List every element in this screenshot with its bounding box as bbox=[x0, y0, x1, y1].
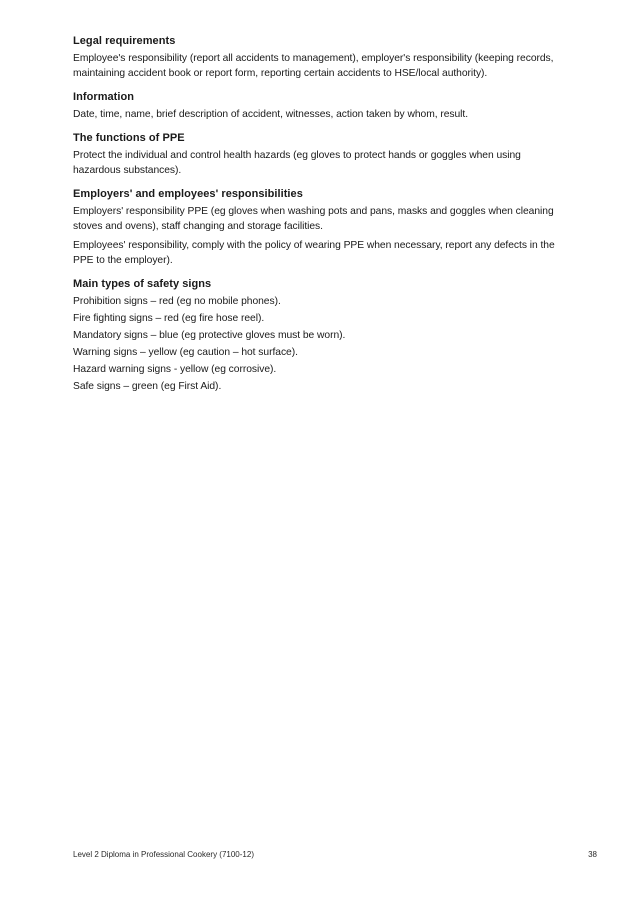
section-heading: Legal requirements bbox=[73, 35, 176, 47]
page-footer bbox=[73, 849, 597, 860]
section-paragraph: Protect the individual and control health hazards (eg gloves to protect hands or goggles when using hazardous substances). bbox=[73, 150, 521, 176]
section-safety-signs bbox=[73, 277, 563, 394]
section-heading: Information bbox=[73, 91, 135, 103]
safety-sign-item: Safe signs – green (eg First Aid). bbox=[73, 381, 222, 392]
section-paragraph: Employee's responsibility (report all accidents to management), employer's responsibility (keeping records, maintaining accident book or report form, reporting certain accidents to HSE/local authority). bbox=[73, 53, 554, 79]
safety-sign-item: Prohibition signs – red (eg no mobile phones). bbox=[73, 296, 281, 307]
section-paragraph: Date, time, name, brief description of accident, witnesses, action taken by whom, result. bbox=[73, 109, 469, 120]
safety-sign-item: Hazard warning signs - yellow (eg corrosive). bbox=[73, 364, 277, 375]
section-heading: Main types of safety signs bbox=[73, 278, 212, 290]
safety-sign-item: Mandatory signs – blue (eg protective gloves must be worn). bbox=[73, 330, 346, 341]
section-responsibilities bbox=[73, 187, 563, 268]
page-number: 38 bbox=[588, 850, 597, 859]
section-legal-requirements bbox=[73, 34, 563, 81]
footer-title: Level 2 Diploma in Professional Cookery (7100-12) bbox=[73, 850, 254, 859]
document-body bbox=[73, 34, 563, 403]
section-paragraph: Employers' responsibility PPE (eg gloves when washing pots and pans, masks and goggles when cleaning stoves and ovens), staff changing and storage facilities. bbox=[73, 206, 554, 232]
safety-sign-item: Warning signs – yellow (eg caution – hot surface). bbox=[73, 347, 298, 358]
section-information bbox=[73, 90, 563, 122]
section-heading: Employers' and employees' responsibilities bbox=[73, 188, 303, 200]
section-functions-of-ppe bbox=[73, 131, 563, 178]
safety-sign-item: Fire fighting signs – red (eg fire hose reel). bbox=[73, 313, 265, 324]
section-paragraph: Employees' responsibility, comply with the policy of wearing PPE when necessary, report any defects in the PPE to the employer). bbox=[73, 240, 555, 266]
section-heading: The functions of PPE bbox=[73, 132, 185, 144]
